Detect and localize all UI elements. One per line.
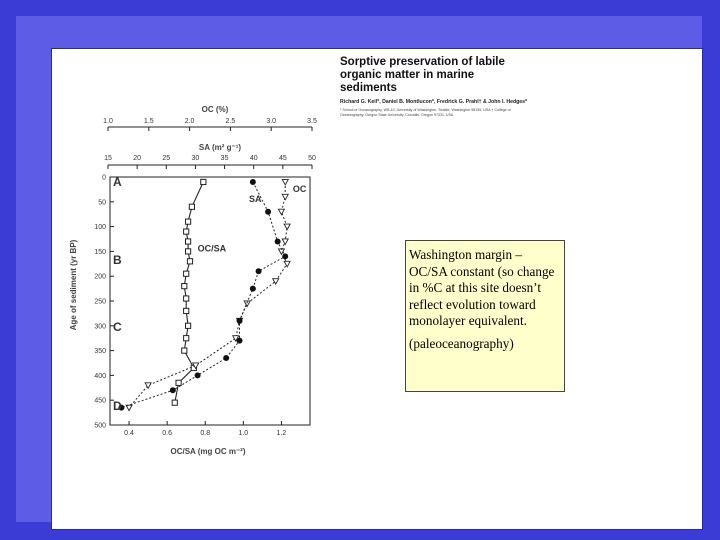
y-tick-label: 400 (94, 372, 106, 380)
point-oc-sa (184, 336, 189, 341)
x-tick-label: 0.6 (162, 430, 173, 437)
sa-tick-label: 30 (191, 155, 200, 162)
y-tick-label: 250 (94, 298, 106, 306)
sa-tick-label: 35 (220, 155, 229, 162)
x-tick-label: 1.2 (276, 430, 287, 437)
point-sa (256, 268, 262, 274)
series-line-oc (129, 182, 287, 408)
sa-tick-label: 20 (133, 155, 142, 162)
point-oc (278, 209, 284, 215)
x-axis-label: OC/SA (mg OC m⁻²) (170, 447, 246, 456)
y-tick-label: 450 (94, 397, 106, 405)
series-line-sa (121, 182, 285, 408)
oc-tick-label: 3.0 (266, 118, 277, 125)
point-sa (250, 286, 256, 292)
sa-tick-label: 15 (104, 155, 112, 162)
paper-title: Sorptive preservation of labile organic matter in marine sediments (340, 56, 505, 94)
series-line-oc-sa (175, 182, 204, 403)
point-sa (282, 253, 288, 259)
point-oc (284, 261, 290, 267)
point-sa (250, 179, 256, 185)
point-oc-sa (201, 179, 206, 184)
y-tick-label: 0 (102, 174, 106, 182)
x-tick-label: 0.4 (124, 430, 134, 437)
oc-tick-label: 2.5 (225, 118, 236, 125)
oc-tick-label: 1.0 (103, 118, 113, 125)
sa-tick-label: 45 (278, 155, 287, 162)
point-oc-sa (176, 380, 181, 385)
point-oc-sa (185, 219, 190, 224)
y-axis-label: Age of sediment (yr BP) (69, 239, 78, 331)
point-oc (282, 194, 288, 200)
oc-tick-label: 3.5 (307, 118, 317, 125)
x-tick-label: 1.0 (238, 430, 249, 437)
y-tick-label: 300 (94, 323, 106, 331)
point-sa (170, 387, 176, 393)
point-oc (282, 179, 288, 185)
y-tick-label: 100 (94, 224, 106, 232)
y-tick-label: 50 (98, 199, 106, 207)
point-sa (237, 338, 243, 344)
zone-label-c: C (113, 319, 122, 334)
point-oc-sa (182, 348, 187, 353)
point-sa (195, 372, 201, 378)
point-sa (275, 238, 281, 244)
y-tick-label: 200 (94, 273, 106, 281)
point-oc-sa (185, 323, 190, 328)
y-tick-label: 500 (94, 422, 106, 430)
annotation-box (405, 240, 565, 392)
plot-frame (110, 174, 310, 425)
paper-authors: Richard G. Keil*, Daniel B. Montlucon*, Fredrick G. Prahl† & John I. Hedges* (340, 99, 528, 105)
point-sa (223, 355, 229, 361)
x-tick-label: 0.8 (200, 430, 211, 437)
annotation-text: Washington margin – OC/SA constant (so change in %C at this site doesn’t reflect evolution toward monolayer equivalent. (409, 247, 555, 328)
point-oc (145, 383, 151, 389)
point-oc-sa (185, 239, 190, 244)
oc-tick-label: 1.5 (143, 118, 154, 125)
sa-tick-label: 50 (308, 155, 316, 162)
paper-affiliations: * School of Oceanography, WB-10, University of Washington, Seattle, Washington 98195, USA † College of Oceanography, Oregon State University, Corvallis, Oregon 97331, USA (340, 108, 511, 117)
paper-header (340, 56, 530, 118)
sa-axis-label: SA (m² g⁻¹) (198, 143, 242, 152)
point-oc (282, 239, 288, 245)
oc-tick-label: 2.0 (184, 118, 195, 125)
y-tick-label: 150 (94, 248, 106, 256)
sa-tick-label: 40 (249, 155, 258, 162)
point-oc-sa (189, 204, 194, 209)
zone-label-b: B (113, 252, 122, 267)
point-oc-sa (182, 284, 187, 289)
point-oc-sa (184, 271, 189, 276)
y-tick-label: 350 (94, 348, 106, 356)
zone-label-a: A (113, 174, 122, 189)
point-sa (265, 209, 271, 215)
point-oc (284, 224, 290, 230)
point-oc-sa (185, 249, 190, 254)
series-label-sa: SA (249, 193, 262, 204)
series-label-oc-sa: OC/SA (197, 243, 227, 254)
annotation-paren: (paleoceanography) (409, 335, 514, 351)
point-oc-sa (184, 229, 189, 234)
point-oc-sa (187, 259, 192, 264)
point-oc-sa (172, 400, 177, 405)
zone-label-d: D (113, 399, 122, 414)
sa-tick-label: 25 (162, 155, 171, 162)
point-sa (237, 318, 243, 324)
point-oc-sa (184, 296, 189, 301)
oc-axis-label: OC (%) (201, 105, 229, 114)
series-label-oc: OC (292, 183, 307, 194)
figure-chart (60, 100, 330, 460)
point-oc-sa (184, 308, 189, 313)
